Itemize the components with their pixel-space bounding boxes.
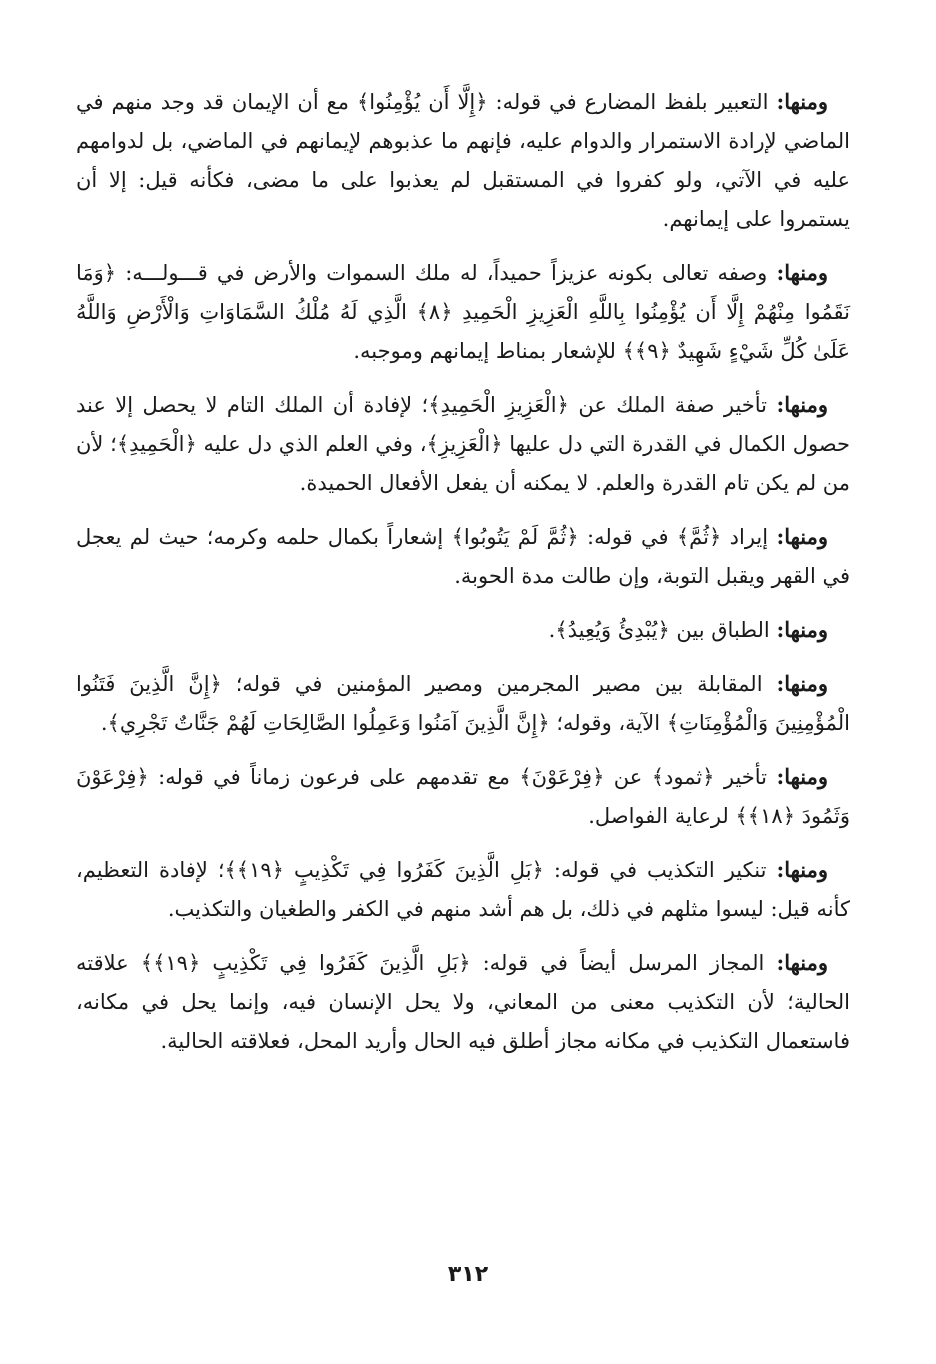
paragraph-5 [76, 610, 850, 650]
page-number: ٣١٢ [447, 1262, 489, 1287]
paragraph-6 [76, 664, 850, 743]
paragraph-text: التعبير بلفظ المضارع في قوله: ﴿إِلَّا أَن يُؤْمِنُوا﴾ مع أن الإيمان قد وجد منهم في الماضي لإرادة الاستمرار والدوام عليه، فإنهم ما عذبوهم لإيمانهم في الماضي، بل لدوامهم عليه في الآتي، ولو كفروا في المستقبل لم يعذبوا على ما مضى، فكأنه قيل: إلا أن يستمروا على إيمانهم. [76, 90, 850, 231]
paragraph-lead: ومنها: [776, 617, 828, 642]
paragraph-4 [76, 517, 850, 596]
paragraph-text: المقابلة بين مصير المجرمين ومصير المؤمنين في قوله؛ ﴿إِنَّ الَّذِينَ فَتَنُوا الْمُؤْمِنِينَ وَالْمُؤْمِنَاتِ﴾ الآية، وقوله؛ ﴿إِنَّ الَّذِينَ آمَنُوا وَعَمِلُوا الصَّالِحَاتِ لَهُمْ جَنَّاتٌ تَجْرِي﴾. [76, 672, 850, 735]
paragraph-text: المجاز المرسل أيضاً في قوله: ﴿بَلِ الَّذِينَ كَفَرُوا فِي تَكْذِيبٍ ﴿١٩﴾﴾ علاقته الحالية؛ لأن التكذيب معنى من المعاني، ولا يحل الإنسان فيه، وإنما يحل في مكانه، فاستعمال التكذيب في مكانه مجاز أطلق فيه الحال وأريد المحل، فعلاقته الحالية. [76, 951, 851, 1053]
paragraph-lead: ومنها: [776, 392, 828, 417]
paragraph-text: وصفه تعالى بكونه عزيزاً حميداً، له ملك السموات والأرض في قـــولـــه: ﴿وَمَا نَقَمُوا مِنْهُمْ إِلَّا أَن يُؤْمِنُوا بِاللَّهِ الْعَزِيزِ الْحَمِيدِ ﴿٨﴾ الَّذِي لَهُ مُلْكُ السَّمَاوَاتِ وَالْأَرْضِ وَاللَّهُ عَلَىٰ كُلِّ شَيْءٍ شَهِيدٌ ﴿٩﴾﴾ للإشعار بمناط إيمانهم وموجبه. [76, 261, 850, 363]
paragraph-lead: ومنها: [776, 671, 828, 696]
paragraph-7 [76, 757, 850, 836]
paragraph-lead: ومنها: [776, 260, 828, 285]
paragraph-9 [76, 943, 850, 1061]
paragraph-lead: ومنها: [776, 524, 828, 549]
paragraph-text: تأخير ﴿ثمود﴾ عن ﴿فِرْعَوْنَ﴾ مع تقدمهم على فرعون زماناً في قوله: ﴿فِرْعَوْنَ وَثَمُودَ ﴿١٨﴾﴾ لرعاية الفواصل. [76, 765, 850, 828]
paragraph-text: تأخير صفة الملك عن ﴿الْعَزِيزِ الْحَمِيدِ﴾؛ لإفادة أن الملك التام لا يحصل إلا عند حصول الكمال في القدرة التي دل عليها ﴿الْعَزِيزِ﴾، وفي العلم الذي دل عليه ﴿الْحَمِيدِ﴾؛ لأن من لم يكن تام القدرة والعلم. لا يمكنه أن يفعل الأفعال الحميدة. [76, 393, 850, 495]
paragraph-8 [76, 850, 850, 929]
page-body [76, 82, 850, 1282]
paragraph-3 [76, 385, 850, 503]
paragraph-1 [76, 82, 850, 239]
paragraph-text: الطباق بين ﴿يُبْدِئُ وَيُعِيدُ﴾. [548, 618, 777, 642]
paragraph-text: إيراد ﴿ثُمَّ﴾ في قوله: ﴿ثُمَّ لَمْ يَتُوبُوا﴾ إشعاراً بكمال حلمه وكرمه؛ حيث لم يعجل في القهر ويقبل التوبة، وإن طالت مدة الحوبة. [76, 525, 850, 588]
paragraph-lead: ومنها: [776, 857, 829, 882]
paragraph-lead: ومنها: [776, 950, 828, 975]
paragraph-2 [76, 253, 850, 371]
paragraph-text: تنكير التكذيب في قوله: ﴿بَلِ الَّذِينَ كَفَرُوا فِي تَكْذِيبٍ ﴿١٩﴾﴾؛ لإفادة التعظيم، كأنه قيل: ليسوا مثلهم في ذلك، بل هم أشد منهم في الكفر والطغيان والتكذيب. [76, 858, 850, 921]
paragraph-lead: ومنها: [776, 764, 828, 789]
paragraph-lead: ومنها: [776, 89, 828, 114]
